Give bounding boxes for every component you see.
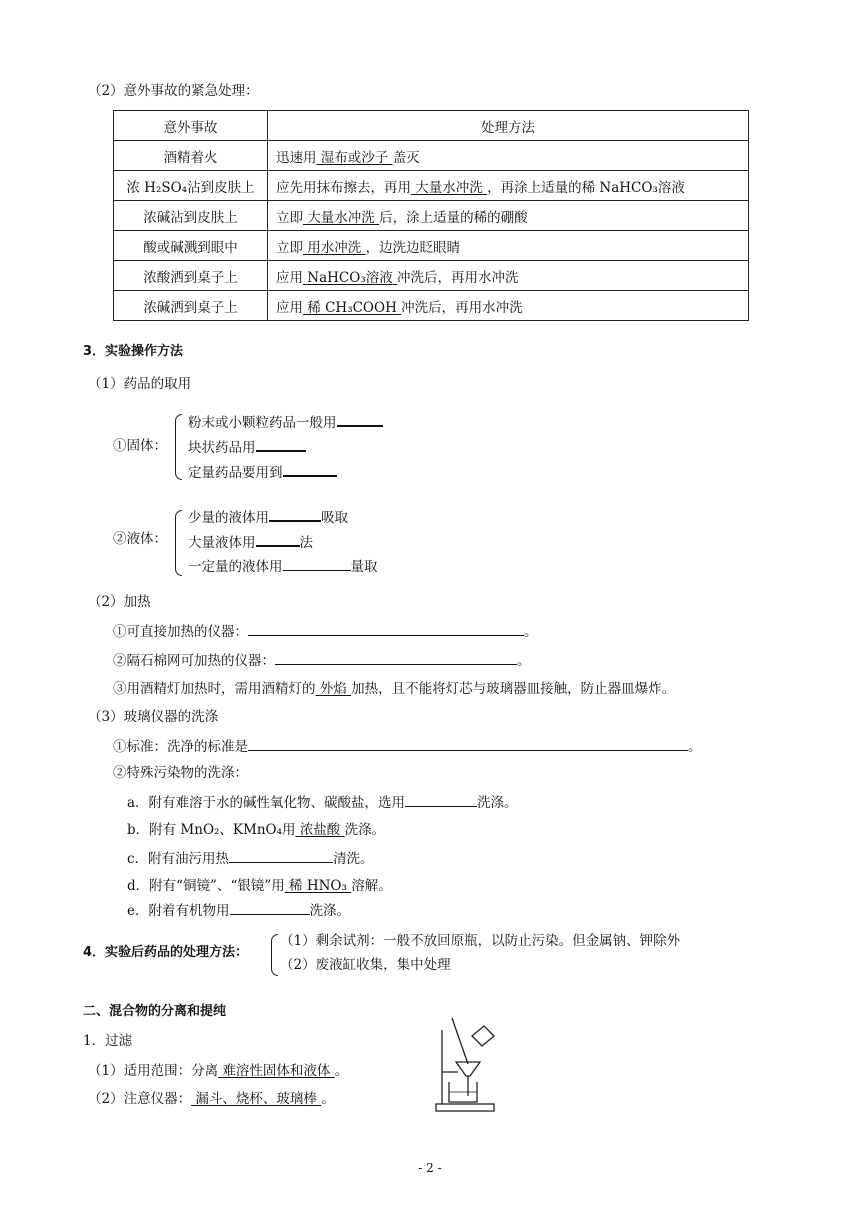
accident-cell: 浓 H₂SO₄沾到皮肤上 — [114, 171, 268, 201]
accident-cell: 浓碱沾到皮肤上 — [114, 201, 268, 231]
method-text: 应先用抹布擦去，再用 — [276, 179, 411, 196]
table-row — [114, 231, 749, 261]
section-heading-separation: 二、混合物的分离和提纯 — [83, 1004, 227, 1019]
filtration-apparatus-illustration — [432, 1016, 500, 1116]
wash-item-c: c．附有油污用热 清洗。 — [127, 851, 374, 867]
method-text: 立即 — [276, 209, 303, 226]
method-text: 应用 — [276, 299, 303, 316]
method-text: ，边洗边眨眼睛 — [365, 239, 461, 256]
brace-icon — [175, 510, 182, 576]
liquid-label: ②液体： — [113, 531, 167, 547]
wash-item-e: e．附着有机物用 洗涤。 — [127, 903, 350, 919]
disposal-item-2: （2）废液缸收集，集中处理 — [280, 957, 451, 973]
wash-item-b: b．附有 MnO₂、KMnO₄用 浓盐酸 洗涤。 — [127, 822, 386, 838]
accident-table — [113, 110, 749, 321]
filtration-instruments: （2）注意仪器： 漏斗、烧杯、玻璃棒 。 — [88, 1091, 335, 1107]
filtration-scope: （1）适用范围：分离 难溶性固体和液体 。 — [88, 1063, 349, 1079]
method-text: ，再涂上适量的稀 NaHCO₃溶液 — [487, 179, 685, 196]
accident-cell: 酒精着火 — [114, 141, 268, 171]
heating-item-2: ②隔石棉网可加热的仪器： 。 — [113, 653, 531, 669]
table-header-method: 处理方法 — [268, 111, 749, 141]
brace-icon — [175, 414, 182, 480]
solid-item: 粉末或小颗粒药品一般用 — [188, 412, 383, 432]
answer-text: 用水冲洗 — [307, 239, 362, 256]
heating-item-1: ①可直接加热的仪器： 。 — [113, 624, 538, 640]
method-text: 迅速用 — [276, 149, 317, 166]
subheading-heating: （2）加热 — [88, 594, 151, 610]
liquid-item: 少量的液体用 吸取 — [188, 507, 348, 527]
table-row — [114, 261, 749, 291]
wash-standard: ①标准：洗净的标准是 。 — [113, 739, 702, 755]
method-cell — [268, 141, 749, 171]
answer-text: 湿布或沙子 — [320, 149, 389, 166]
accident-cell: 浓酸洒到桌子上 — [114, 261, 268, 291]
method-cell — [268, 231, 749, 261]
answer-text: 稀 CH₃COOH — [307, 299, 397, 316]
heating-item-3: ③用酒精灯加热时，需用酒精灯的 外焰 加热，且不能将灯芯与玻璃器皿接触，防止器皿爆炸。 — [113, 681, 676, 697]
method-cell — [268, 171, 749, 201]
table-header-accident: 意外事故 — [114, 111, 268, 141]
subheading-reagent-taking: （1）药品的取用 — [88, 376, 192, 392]
method-text: 冲洗后，再用水冲洗 — [401, 299, 523, 316]
method-cell — [268, 291, 749, 321]
method-cell — [268, 261, 749, 291]
table-row — [114, 171, 749, 201]
table-row — [114, 201, 749, 231]
accident-cell: 酸或碱溅到眼中 — [114, 231, 268, 261]
wash-special-heading: ②特殊污染物的洗涤： — [113, 765, 248, 781]
brace-icon — [271, 934, 278, 976]
page-number: - 2 - — [418, 1161, 442, 1175]
section-heading-operations: 3．实验操作方法 — [83, 344, 184, 359]
table-row — [114, 141, 749, 171]
table-row — [114, 291, 749, 321]
solid-item: 块状药品用 — [188, 437, 306, 457]
section-heading-disposal: 4．实验后药品的处理方法： — [83, 945, 249, 960]
section-heading-accidents: （2）意外事故的紧急处理： — [88, 83, 259, 99]
wash-item-a: a．附有难溶于水的碱性氧化物、碳酸盐，选用 洗涤。 — [127, 795, 518, 811]
answer-text: 大量水冲洗 — [307, 209, 375, 226]
method-text: 冲洗后，再用水冲洗 — [397, 269, 519, 286]
answer-text: 大量水冲洗 — [415, 179, 483, 196]
liquid-item: 一定量的液体用 量取 — [188, 559, 378, 575]
wash-item-d: d．附有“铜镜”、“银镜”用 稀 HNO₃ 溶解。 — [127, 878, 392, 894]
accident-cell: 浓碱洒到桌子上 — [114, 291, 268, 321]
liquid-item: 大量液体用 法 — [188, 532, 313, 552]
method-text: 应用 — [276, 269, 303, 286]
table-header-row — [114, 111, 749, 141]
solid-label: ①固体： — [113, 438, 167, 454]
disposal-item-1: （1）剩余试剂：一般不放回原瓶，以防止污染。但金属钠、钾除外 — [280, 933, 681, 949]
method-cell — [268, 201, 749, 231]
subheading-filtration: 1．过滤 — [83, 1033, 133, 1049]
solid-item: 定量药品要用到 — [188, 462, 337, 482]
method-text: 后，涂上适量的稀的硼酸 — [379, 209, 528, 226]
method-text: 立即 — [276, 239, 303, 256]
method-text: 盖灭 — [392, 149, 420, 166]
subheading-washing: （3）玻璃仪器的洗涤 — [88, 709, 219, 725]
answer-text: NaHCO₃溶液 — [307, 269, 393, 286]
